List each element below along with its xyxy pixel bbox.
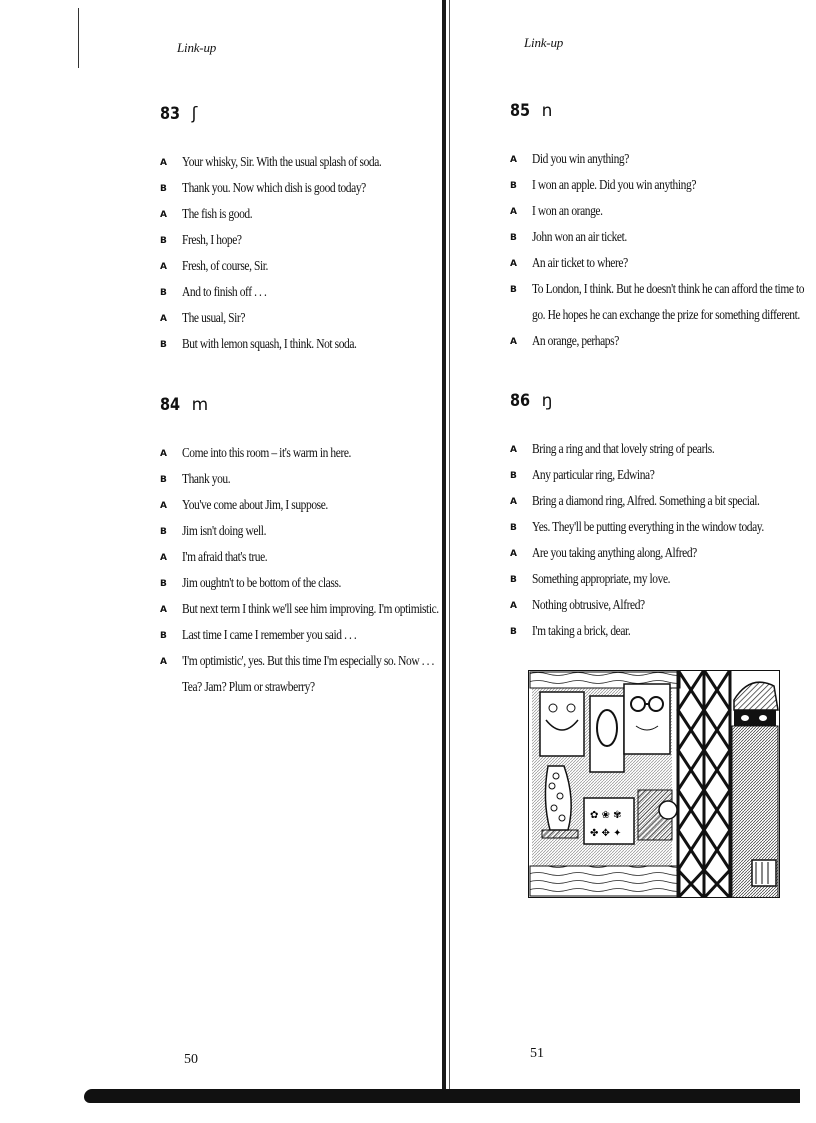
speaker-label: B [510,575,517,585]
line-text: Fresh, I hope? [182,233,242,248]
dialogue-line [160,654,495,680]
speaker-label: B [160,579,167,589]
line-text: John won an air ticket. [532,230,627,245]
speaker-label: B [160,236,167,246]
svg-text:✤ ✥ ✦: ✤ ✥ ✦ [590,828,622,839]
dialogue-line [510,334,816,360]
dialogue-line [160,207,425,233]
speaker-label: A [510,259,517,269]
section-heading [510,390,815,412]
dialogue-line [510,624,815,650]
line-text: The fish is good. [182,207,253,222]
dialogue-line [160,337,425,363]
running-head: Link-up [177,40,217,55]
speaker-label: B [510,181,517,191]
speaker-label: B [510,233,517,243]
section-heading [160,394,495,416]
line-text: You've come about Jim, I suppose. [182,498,328,513]
dialogue-line [160,446,495,472]
line-text: But next term I think we'll see him improving. I'm optimistic. [182,602,439,617]
line-text: Jim oughtn't to be bottom of the class. [182,576,341,591]
speaker-label: B [160,631,167,641]
speaker-label: B [160,184,167,194]
speaker-label: B [510,285,517,295]
speaker-label: A [510,549,517,559]
dialogue-line [510,442,815,468]
speaker-label: A [160,605,167,615]
section-heading [510,100,816,122]
line-text: Come into this room – it's warm in here. [182,446,352,461]
speaker-label: A [160,262,167,272]
dialogue-line [160,155,425,181]
book-bottom-edge [84,1089,800,1103]
line-text: I won an orange. [532,204,603,219]
line-text: Any particular ring, Edwina? [532,468,655,483]
dialogue-line [510,598,815,624]
page-number: 51 [530,1046,544,1061]
exercise-85 [510,100,816,360]
speaker-label [160,680,182,683]
speaker-label: A [510,497,517,507]
speaker-label: B [160,527,167,537]
line-text: Fresh, of course, Sir. [182,259,269,274]
dialogue-line [510,494,815,520]
speaker-label: A [510,337,517,347]
line-text: Thank you. [182,472,231,487]
line-text: Tea? Jam? Plum or strawberry? [182,680,315,695]
svg-text:✿ ❀ ✾: ✿ ❀ ✾ [590,810,622,821]
line-text: I'm taking a brick, dear. [532,624,631,639]
line-text: Did you win anything? [532,152,629,167]
dialogue-line [160,524,495,550]
line-text: An orange, perhaps? [532,334,619,349]
speaker-label: B [160,288,167,298]
line-text: Are you taking anything along, Alfred? [532,546,697,561]
dialogue-line [160,472,495,498]
speaker-label: A [160,449,167,459]
speaker-label: A [160,501,167,511]
dialogue-line [160,311,425,337]
speaker-label [510,308,532,311]
phoneme-symbol: m [191,395,209,415]
line-text: I'm afraid that's true. [182,550,268,565]
line-text: To London, I think. But he doesn't think he can afford the time to [532,282,805,297]
dialogue-line [160,550,495,576]
line-text: Bring a ring and that lovely string of pearls. [532,442,715,457]
dialogue-line [160,233,425,259]
dialogue-line [510,308,816,334]
line-text: An air ticket to where? [532,256,628,271]
dialogue-line [510,178,816,204]
right-page [450,0,816,1123]
dialogue-line [160,285,425,311]
dialogue-line [510,468,815,494]
dialogue-line [510,572,815,598]
speaker-label: B [510,471,517,481]
dialogue [160,446,495,706]
line-text: Something appropriate, my love. [532,572,671,587]
dialogue [160,155,425,363]
exercise-84 [160,394,495,706]
dialogue [510,152,816,360]
line-text: Yes. They'll be putting everything in the window today. [532,520,764,535]
section-number: 84 [160,395,181,415]
speaker-label: A [160,553,167,563]
running-head: Link-up [524,35,564,50]
dialogue-line [160,602,495,628]
dialogue-line [510,152,816,178]
line-text: And to finish off . . . [182,285,267,300]
speaker-label: A [510,155,517,165]
phoneme-symbol: n [541,101,553,121]
line-text: Last time I came I remember you said . . . [182,628,357,643]
phoneme-symbol: ŋ [541,391,553,411]
dialogue-line [510,520,815,546]
dialogue-line [510,546,815,572]
speaker-label: A [160,158,167,168]
line-text: The usual, Sir? [182,311,246,326]
section-heading [160,103,425,125]
dialogue-line [510,204,816,230]
speaker-label: B [510,523,517,533]
exercise-86 [510,390,815,650]
dialogue-line [510,230,816,256]
exercise-83 [160,103,425,363]
speaker-label: A [160,210,167,220]
speaker-label: B [160,475,167,485]
dialogue-line [160,680,495,706]
speaker-label: B [510,627,517,637]
dialogue-line [510,282,816,308]
jewellery-shop-illustration [528,670,780,898]
dialogue-line [160,628,495,654]
line-text: I won an apple. Did you win anything? [532,178,697,193]
line-text: Your whisky, Sir. With the usual splash of soda. [182,155,382,170]
dialogue-line [160,498,495,524]
line-text: Bring a diamond ring, Alfred. Something a bit special. [532,494,760,509]
line-text: Thank you. Now which dish is good today? [182,181,366,196]
section-number: 86 [510,391,531,411]
speaker-label: A [160,657,167,667]
dialogue-line [160,259,425,285]
line-text: Jim isn't doing well. [182,524,267,539]
line-text: Nothing obtrusive, Alfred? [532,598,645,613]
section-number: 83 [160,104,181,124]
line-text: But with lemon squash, I think. Not soda. [182,337,357,352]
speaker-label: A [510,601,517,611]
speaker-label: A [510,207,517,217]
line-text: go. He hopes he can exchange the prize for something different. [532,308,800,323]
phoneme-symbol: ʃ [191,104,198,124]
section-number: 85 [510,101,531,121]
speaker-label: A [510,445,517,455]
line-text: 'I'm optimistic', yes. But this time I'm especially so. Now . . . [182,654,435,669]
dialogue-line [510,256,816,282]
speaker-label: B [160,340,167,350]
page-number: 50 [184,1052,198,1067]
dialogue [510,442,815,650]
dialogue-line [160,181,425,207]
dialogue-line [160,576,495,602]
speaker-label: A [160,314,167,324]
